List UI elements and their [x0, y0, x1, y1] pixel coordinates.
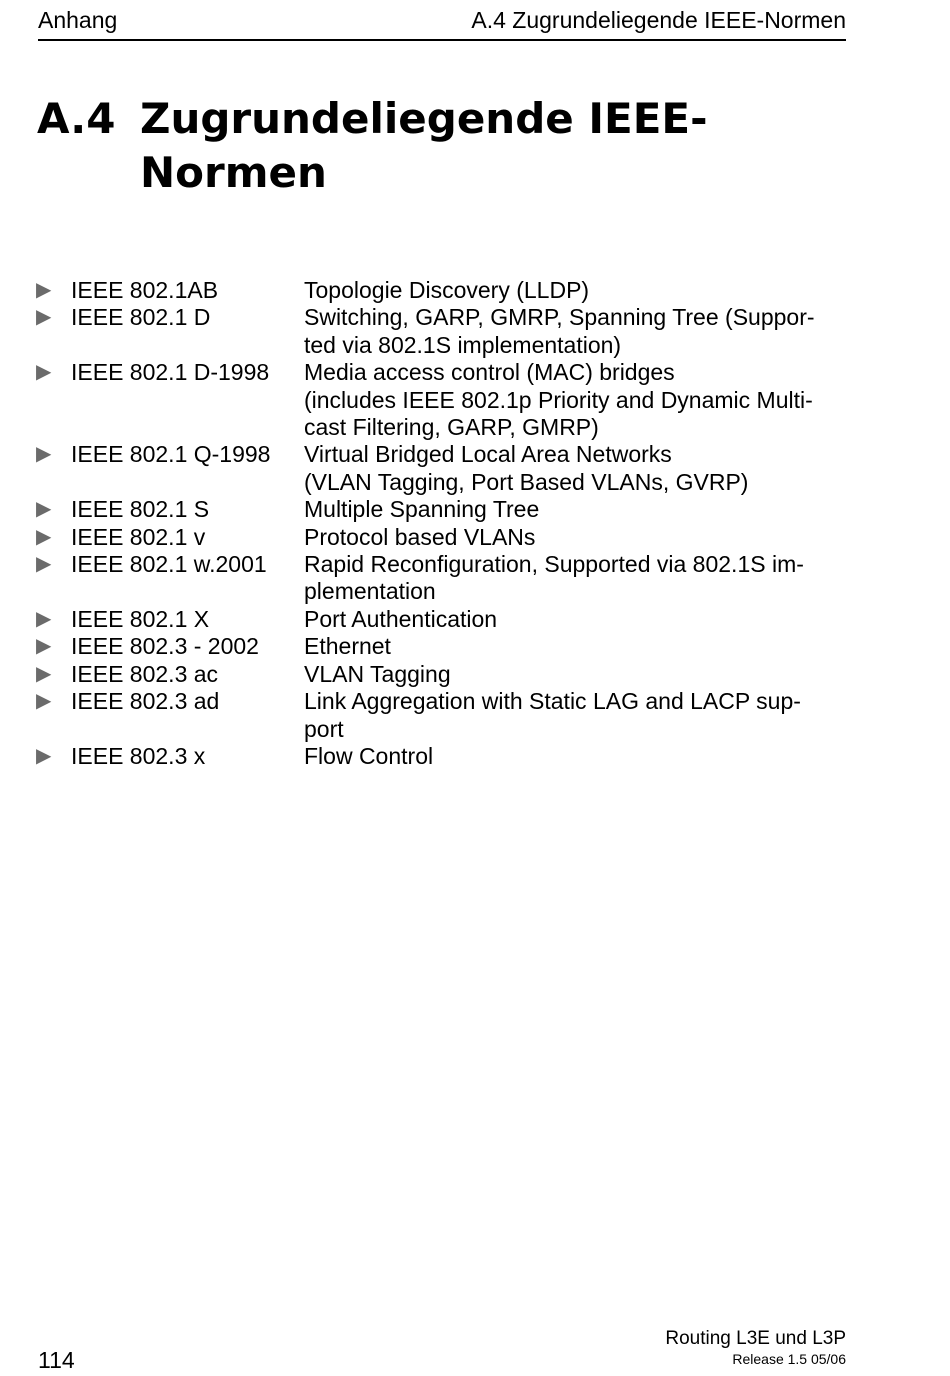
standard-description: Topologie Discovery (LLDP) — [304, 277, 590, 303]
standard-name: IEEE 802.3 x — [71, 742, 206, 769]
standard-name: IEEE 802.1AB — [71, 277, 219, 303]
triangle-right-icon: ▶ — [36, 361, 52, 384]
standard-name: IEEE 802.3 ad — [71, 688, 220, 715]
standard-item — [36, 524, 850, 551]
triangle-right-icon: ▶ — [36, 525, 52, 548]
standard-item — [36, 496, 850, 523]
triangle-right-icon: ▶ — [36, 279, 52, 301]
standard-name: IEEE 802.1 D — [71, 304, 211, 331]
standard-description: Switching, GARP, GMRP, Spanning Tree (Suppor- ted via 802.1S implementation) — [304, 304, 815, 358]
standard-name: IEEE 802.1 D-1998 — [71, 359, 270, 386]
standard-description: Flow Control — [304, 742, 434, 769]
standard-name: IEEE 802.1 v — [71, 523, 206, 550]
standard-name: IEEE 802.1 w.2001 — [71, 551, 267, 578]
standard-item — [36, 441, 850, 496]
standard-name: IEEE 802.1 X — [71, 605, 210, 632]
triangle-right-icon: ▶ — [36, 306, 52, 329]
standard-item — [36, 633, 850, 660]
standard-description: Media access control (MAC) bridges (includes IEEE 802.1p Priority and Dynamic Multi- cast Filtering, GARP, GMRP) — [304, 359, 813, 441]
standard-description: Port Authentication — [304, 605, 498, 632]
standard-item — [36, 661, 850, 688]
page-number: 114 — [38, 1347, 75, 1373]
triangle-right-icon: ▶ — [36, 635, 52, 658]
triangle-right-icon: ▶ — [36, 443, 52, 466]
standard-item — [36, 304, 850, 359]
standard-description: Rapid Reconfiguration, Supported via 802.1S im- plementation — [304, 551, 804, 605]
section-title-text: Zugrundeliegende IEEE- Normen — [140, 94, 708, 197]
section-title — [140, 92, 780, 200]
standard-item — [36, 743, 850, 770]
triangle-right-icon: ▶ — [36, 744, 52, 767]
standard-item — [36, 688, 850, 743]
standard-name: IEEE 802.1 Q-1998 — [71, 441, 271, 468]
footer-release-info: Release 1.5 05/06 — [732, 1351, 846, 1367]
standard-item — [36, 606, 850, 633]
triangle-right-icon: ▶ — [36, 662, 52, 685]
running-header-section: A.4 Zugrundeliegende IEEE-Normen — [471, 7, 846, 33]
standard-description: Virtual Bridged Local Area Networks (VLAN Tagging, Port Based VLANs, GVRP) — [304, 441, 749, 495]
triangle-right-icon: ▶ — [36, 498, 52, 521]
standard-description: Link Aggregation with Static LAG and LACP sup- port — [304, 688, 801, 742]
standard-description: Protocol based VLANs — [304, 523, 536, 550]
standard-name: IEEE 802.1 S — [71, 496, 210, 523]
triangle-right-icon: ▶ — [36, 553, 52, 576]
standard-item — [36, 277, 850, 304]
header-divider — [38, 39, 846, 41]
section-number: A.4 — [37, 94, 116, 143]
standard-item — [36, 359, 850, 441]
standard-item — [36, 551, 850, 606]
running-header-chapter: Anhang — [38, 7, 118, 33]
standards-list — [36, 277, 850, 770]
standard-description: Ethernet — [304, 633, 391, 660]
standard-description: Multiple Spanning Tree — [304, 496, 540, 523]
standard-name: IEEE 802.3 - 2002 — [71, 633, 259, 660]
footer-product-name: Routing L3E und L3P — [665, 1328, 846, 1349]
standard-description: VLAN Tagging — [304, 660, 451, 687]
triangle-right-icon: ▶ — [36, 607, 52, 630]
triangle-right-icon: ▶ — [36, 690, 52, 713]
standard-name: IEEE 802.3 ac — [71, 660, 219, 687]
